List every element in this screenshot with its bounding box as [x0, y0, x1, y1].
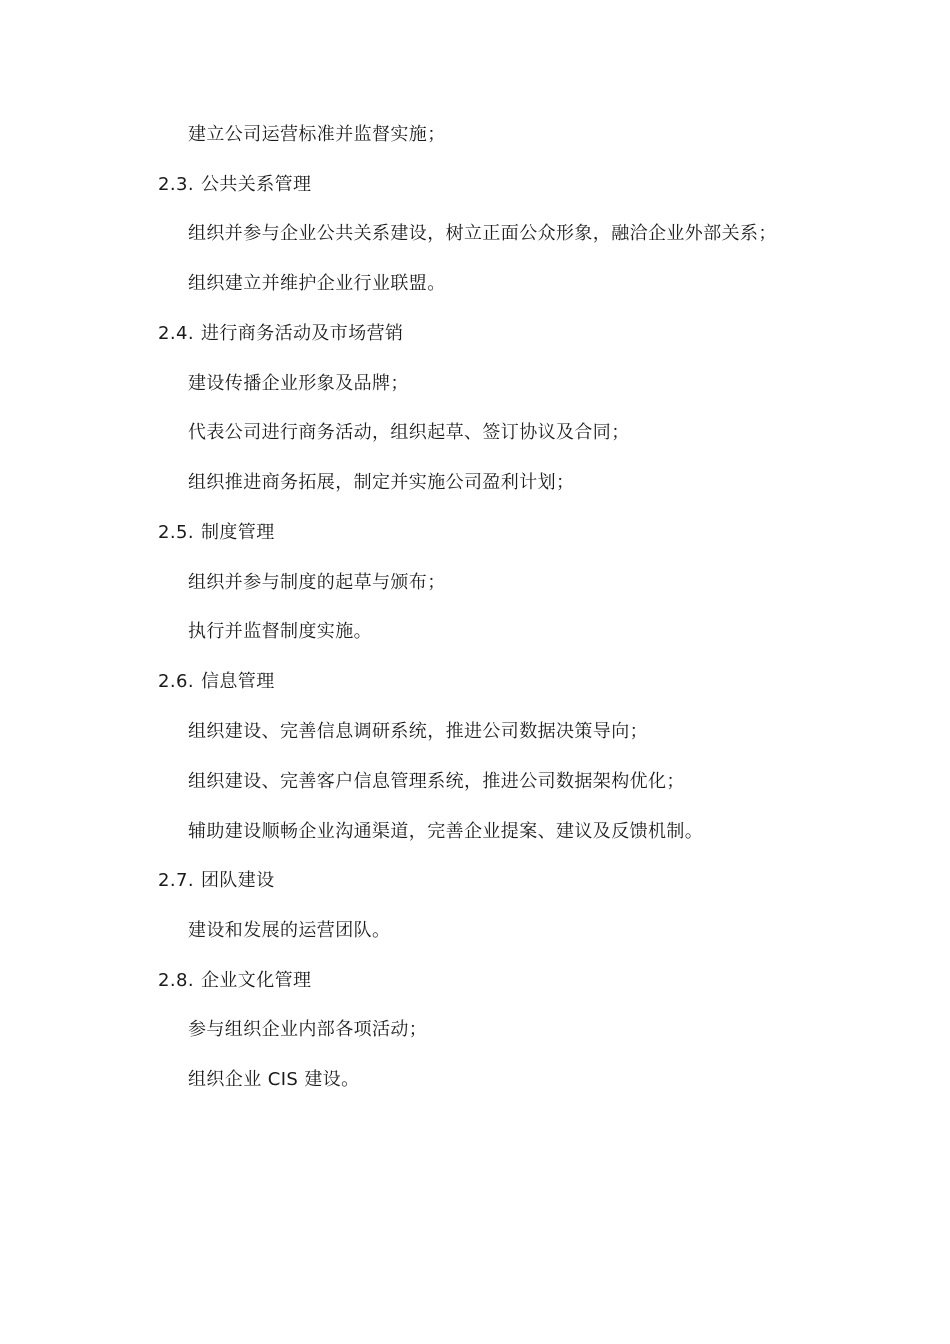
section-title: 企业文化管理	[201, 970, 312, 991]
list-item: 建设传播企业形象及品牌；	[188, 373, 409, 394]
section-heading	[158, 869, 275, 893]
section-number: 2.5.	[158, 522, 194, 543]
list-item: 组织并参与制度的起草与颁布；	[188, 572, 446, 593]
list-item: 组织建设、完善客户信息管理系统，推进公司数据架构优化；	[188, 771, 685, 792]
section-number: 2.7.	[158, 870, 194, 891]
list-item: 组织建设、完善信息调研系统，推进公司数据决策导向；	[188, 721, 648, 742]
list-item: 参与组织企业内部各项活动；	[188, 1019, 428, 1040]
list-item: 代表公司进行商务活动，组织起草、签订协议及合同；	[188, 422, 630, 443]
section-heading	[158, 322, 403, 346]
section-title: 团队建设	[201, 870, 275, 891]
list-item: 建立公司运营标准并监督实施；	[188, 124, 446, 145]
list-item: 组织建立并维护企业行业联盟。	[188, 273, 446, 294]
list-item: 辅助建设顺畅企业沟通渠道，完善企业提案、建议及反馈机制。	[188, 821, 704, 842]
section-heading	[158, 173, 311, 197]
section-heading	[158, 670, 275, 694]
list-item: 组织推进商务拓展，制定并实施公司盈利计划；	[188, 472, 575, 493]
section-title: 制度管理	[201, 522, 275, 543]
list-item: 执行并监督制度实施。	[188, 621, 372, 642]
list-item: 组织企业 CIS 建设。	[188, 1069, 360, 1090]
section-number: 2.6.	[158, 671, 194, 692]
section-title: 公共关系管理	[201, 174, 312, 195]
section-number: 2.4.	[158, 323, 194, 344]
section-heading	[158, 521, 275, 545]
section-heading	[158, 969, 311, 993]
list-item: 建设和发展的运营团队。	[188, 920, 391, 941]
list-item: 组织并参与企业公共关系建设，树立正面公众形象，融洽企业外部关系；	[188, 223, 777, 244]
section-title: 信息管理	[201, 671, 275, 692]
section-number: 2.3.	[158, 174, 194, 195]
section-number: 2.8.	[158, 970, 194, 991]
section-title: 进行商务活动及市场营销	[201, 323, 404, 344]
